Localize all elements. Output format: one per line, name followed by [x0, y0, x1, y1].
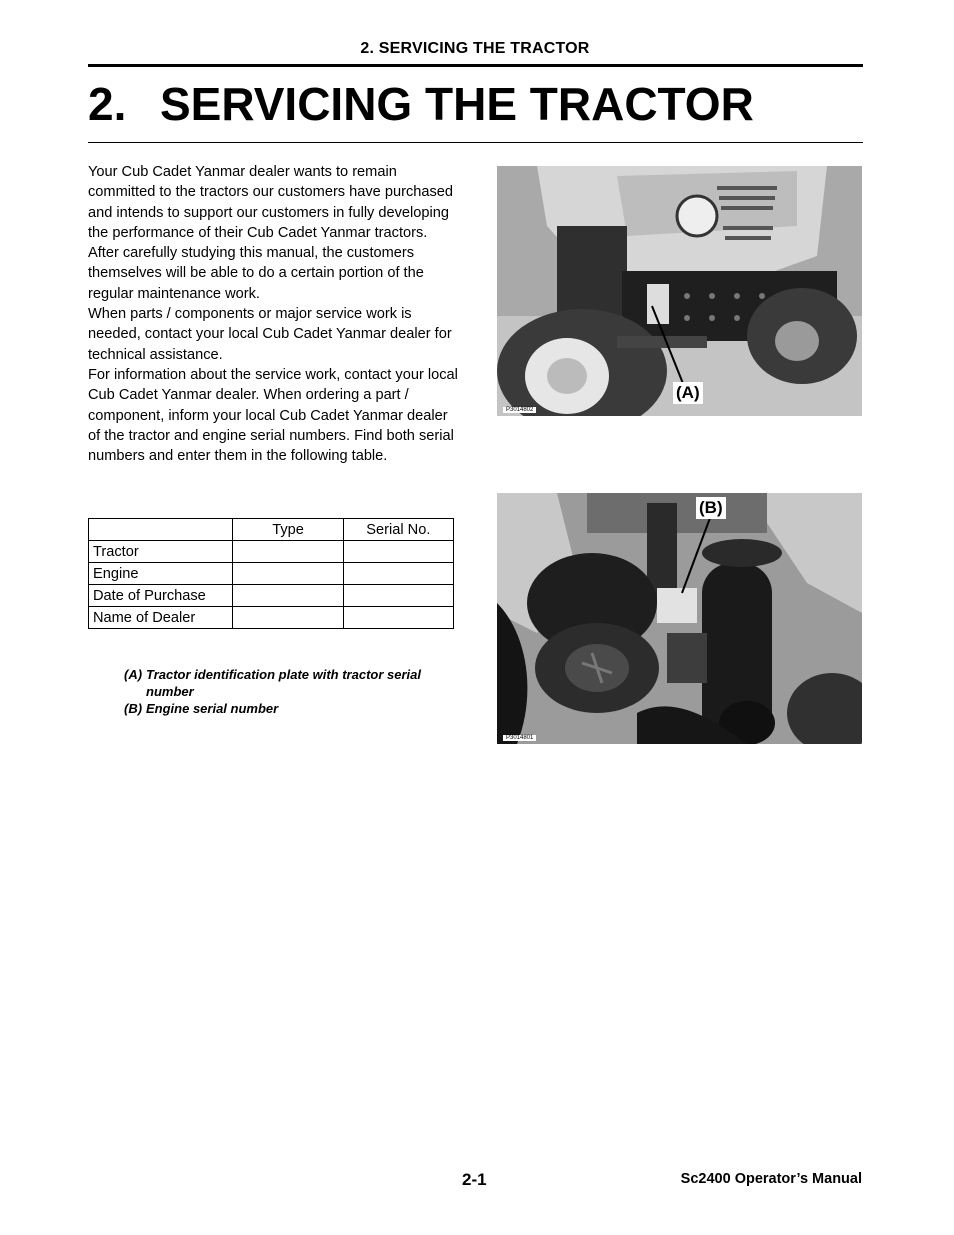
table-header-cell: Type [233, 519, 343, 541]
engine-compartment-photo [497, 493, 862, 744]
caption-label: (B) [124, 701, 143, 716]
engine-illustration [497, 493, 862, 744]
caption-label: (A) [124, 667, 143, 682]
caption-text: Tractor identification plate with tractor serial number [146, 667, 421, 699]
caption-b [124, 700, 454, 717]
table-row [89, 607, 454, 629]
photo-code: P3014802 [503, 407, 536, 413]
intro-paragraph: For information about the service work, contact your local Cub Cadet Yanmar dealer. When ordering a part / component, inform your local Cub Cadet Yanmar dealer of the tractor and engine serial numbers. Find both serial numbers and enter them in the following table. [88, 366, 458, 465]
table-cell [233, 541, 343, 563]
page-number: 2-1 [462, 1170, 487, 1189]
table-cell: Date of Purchase [89, 585, 233, 607]
table-cell: Engine [89, 563, 233, 585]
table-cell [233, 585, 343, 607]
caption-text: Engine serial number [146, 701, 279, 716]
callout-b: (B) [696, 497, 726, 519]
table-cell [343, 563, 453, 585]
header-rule [88, 64, 863, 67]
table-cell [343, 541, 453, 563]
serial-number-table [88, 518, 454, 629]
figure-captions [124, 666, 454, 717]
manual-title: Sc2400 Operator’s Manual [680, 1171, 862, 1187]
table-header-cell [89, 519, 233, 541]
table-cell: Name of Dealer [89, 607, 233, 629]
caption-a [124, 666, 454, 700]
table-row [89, 541, 454, 563]
table-cell [233, 563, 343, 585]
chapter-title-text: SERVICING THE TRACTOR [160, 78, 754, 130]
callout-a: (A) [673, 382, 703, 404]
table-cell [343, 585, 453, 607]
intro-text [88, 162, 458, 466]
table-row [89, 585, 454, 607]
table-cell: Tractor [89, 541, 233, 563]
chapter-number: 2. [88, 78, 127, 130]
table-header-row [89, 519, 454, 541]
photo-code: P3014801 [503, 735, 536, 741]
intro-paragraph: Your Cub Cadet Yanmar dealer wants to remain committed to the tractors our customers have purchased and intends to support our customers in fully developing the performance of their Cub Cadet Yanmar tractors. After carefully studying this manual, the customers themselves will be able to do a certain portion of the regular maintenance work. [88, 164, 454, 302]
intro-paragraph: When parts / components or major service work is needed, contact your local Cub Cadet Yanmar dealer for technical assistance. [88, 306, 452, 363]
table-row [89, 563, 454, 585]
table-cell [233, 607, 343, 629]
table-header-cell: Serial No. [343, 519, 453, 541]
tractor-front-photo [497, 166, 862, 416]
running-header: 2. SERVICING THE TRACTOR [360, 40, 590, 57]
chapter-title [88, 76, 754, 132]
title-rule [88, 142, 863, 143]
tractor-front-illustration [497, 166, 862, 416]
table-cell [343, 607, 453, 629]
